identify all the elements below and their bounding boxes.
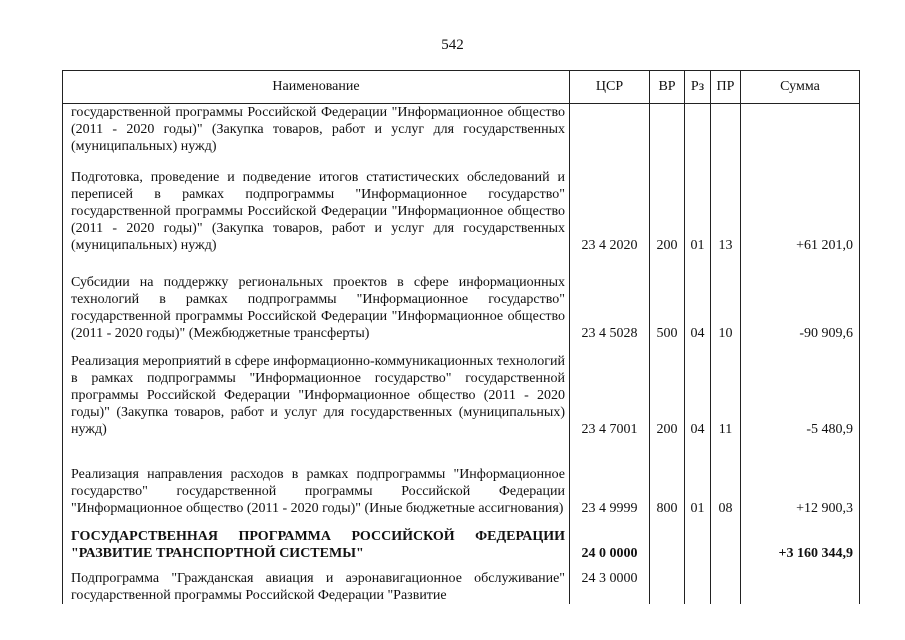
row-rz — [685, 104, 711, 157]
row-name: Реализация мероприятий в сфере информационно-коммуникационных технологий в рамках подпрограммы "Информационное государство" государственной программы Российской Федерации "Информационное общество (2011 - 2020 годы)" (Закупка товаров, работ и услуг для государственных (муниципальных) нужд) — [63, 342, 570, 438]
row-rz: 01 — [685, 157, 711, 254]
column-header-name: Наименование — [63, 71, 570, 104]
row-csr: 24 0 0000 — [570, 517, 650, 562]
row-csr: 23 4 2020 — [570, 157, 650, 254]
row-vr: 500 — [650, 254, 685, 342]
row-pr: 08 — [711, 438, 741, 517]
row-csr: 23 4 5028 — [570, 254, 650, 342]
row-pr: 10 — [711, 254, 741, 342]
row-pr: 11 — [711, 342, 741, 438]
row-csr: 23 4 7001 — [570, 342, 650, 438]
table-header-row — [63, 71, 860, 104]
table-row — [63, 438, 860, 517]
column-header-rz: Рз — [685, 71, 711, 104]
table-row — [63, 254, 860, 342]
row-pr — [711, 104, 741, 157]
row-sum — [741, 104, 860, 157]
row-vr — [650, 104, 685, 157]
page-number: 542 — [441, 37, 464, 53]
row-rz: 01 — [685, 438, 711, 517]
row-vr: 800 — [650, 438, 685, 517]
table-row — [63, 562, 860, 604]
row-sum: -90 909,6 — [741, 254, 860, 342]
row-name: Субсидии на поддержку региональных проектов в сфере информационных технологий в рамках подпрограммы "Информационное государство" государственной программы Российской Федерации "Информационное общество (2011 - 2020 годы)" (Межбюджетные трансферты) — [63, 254, 570, 342]
table-row — [63, 342, 860, 438]
row-rz: 04 — [685, 342, 711, 438]
row-vr — [650, 517, 685, 562]
table-row-program — [63, 517, 860, 562]
row-csr: 23 4 9999 — [570, 438, 650, 517]
row-vr: 200 — [650, 157, 685, 254]
table-row — [63, 104, 860, 157]
row-rz — [685, 517, 711, 562]
row-name: ГОСУДАРСТВЕННАЯ ПРОГРАММА РОССИЙСКОЙ ФЕДЕРАЦИИ "РАЗВИТИЕ ТРАНСПОРТНОЙ СИСТЕМЫ" — [63, 517, 570, 562]
row-vr — [650, 562, 685, 604]
column-header-sum: Сумма — [741, 71, 860, 104]
table-row — [63, 157, 860, 254]
row-rz: 04 — [685, 254, 711, 342]
row-name: государственной программы Российской Федерации "Информационное общество (2011 - 2020 годы)" (Закупка товаров, работ и услуг для государственных (муниципальных) нужд) — [63, 104, 570, 157]
row-name: Подготовка, проведение и подведение итогов статистических обследований и переписей в рамках подпрограммы "Информационное государство" государственной программы Российской Федерации "Информационное общество (2011 - 2020 годы)" (Закупка товаров, работ и услуг для государственных (муниципальных) нужд) — [63, 157, 570, 254]
row-csr — [570, 104, 650, 157]
row-sum: +3 160 344,9 — [741, 517, 860, 562]
column-header-vr: ВР — [650, 71, 685, 104]
row-rz — [685, 562, 711, 604]
row-name: Реализация направления расходов в рамках подпрограммы "Информационное государство" государственной программы Российской Федерации "Информационное общество (2011 - 2020 годы)" (Иные бюджетные ассигнования) — [63, 438, 570, 517]
row-sum: +61 201,0 — [741, 157, 860, 254]
row-name: Подпрограмма "Гражданская авиация и аэронавигационное обслуживание" государственной программы Российской Федерации "Развитие — [63, 562, 570, 604]
budget-table — [62, 70, 860, 604]
row-pr — [711, 562, 741, 604]
column-header-csr: ЦСР — [570, 71, 650, 104]
column-header-pr: ПР — [711, 71, 741, 104]
row-csr: 24 3 0000 — [570, 562, 650, 604]
row-sum: +12 900,3 — [741, 438, 860, 517]
row-pr — [711, 517, 741, 562]
row-pr: 13 — [711, 157, 741, 254]
row-vr: 200 — [650, 342, 685, 438]
row-sum — [741, 562, 860, 604]
row-sum: -5 480,9 — [741, 342, 860, 438]
